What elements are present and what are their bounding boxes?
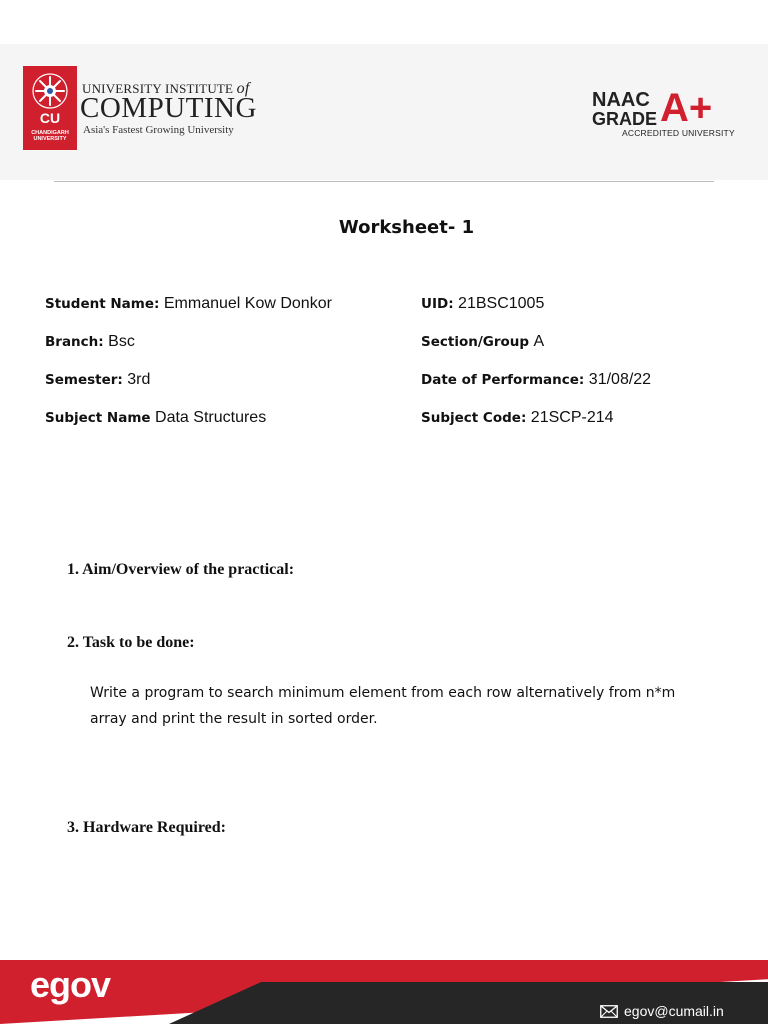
snowflake-emblem-icon — [31, 72, 69, 110]
field-uid — [421, 295, 544, 313]
top-band — [0, 0, 768, 44]
field-label: Section/Group — [421, 334, 530, 350]
naac-line1: NAAC — [592, 89, 650, 111]
naac-badge — [592, 86, 735, 140]
naac-accreditation: ACCREDITED UNIVERSITY — [622, 128, 735, 138]
egov-logo: egov — [30, 964, 111, 1005]
header-divider — [54, 181, 714, 182]
section-heading-task: 2. Task to be done: — [67, 634, 195, 651]
institute-tagline: Asia's Fastest Growing University — [83, 124, 234, 136]
field-label: Branch: — [45, 334, 104, 350]
field-value: Data Structures — [155, 409, 267, 426]
footer-email — [600, 1002, 724, 1020]
email-text[interactable]: egov@cumail.in — [624, 1003, 724, 1019]
institute-computing: COMPUTING — [80, 92, 257, 124]
field-value: 21SCP-214 — [530, 409, 614, 426]
section-heading-hardware: 3. Hardware Required: — [67, 819, 226, 836]
field-label: Subject Code: — [421, 410, 527, 426]
field-label: Student Name: — [45, 296, 160, 312]
field-label: Subject Name — [45, 410, 151, 426]
field-value: 3rd — [127, 371, 151, 388]
cu-logo — [23, 66, 77, 150]
logo-subtext: CHANDIGARH UNIVERSITY — [31, 130, 69, 142]
field-value: A — [533, 333, 545, 350]
institute-name: UNIVERSITY INSTITUTE — [82, 81, 234, 96]
field-subject-name — [45, 409, 266, 427]
field-semester — [45, 371, 150, 389]
envelope-icon — [600, 1005, 618, 1018]
field-student-name — [45, 295, 332, 313]
worksheet-title: Worksheet- 1 — [338, 217, 475, 238]
naac-grade: A+ — [660, 86, 713, 130]
section-heading-aim: 1. Aim/Overview of the practical: — [67, 561, 295, 578]
field-section-group — [421, 333, 544, 351]
institute-of: of — [236, 80, 250, 97]
logo-initials: CU — [39, 110, 61, 126]
field-value: 31/08/22 — [588, 371, 652, 388]
field-branch — [45, 333, 135, 351]
field-date-of-performance — [421, 371, 651, 389]
field-value: Emmanuel Kow Donkor — [163, 295, 332, 312]
field-label: Semester: — [45, 372, 123, 388]
field-value: Bsc — [108, 333, 135, 350]
field-label: UID: — [421, 296, 454, 312]
task-description: Write a program to search minimum element from each row alternatively from n*m array and print the result in sorted order. — [90, 685, 676, 727]
field-label: Date of Performance: — [421, 372, 585, 388]
naac-line2: GRADE — [592, 109, 658, 129]
field-subject-code — [421, 409, 614, 427]
field-value: 21BSC1005 — [458, 295, 545, 312]
letterhead — [0, 44, 768, 180]
